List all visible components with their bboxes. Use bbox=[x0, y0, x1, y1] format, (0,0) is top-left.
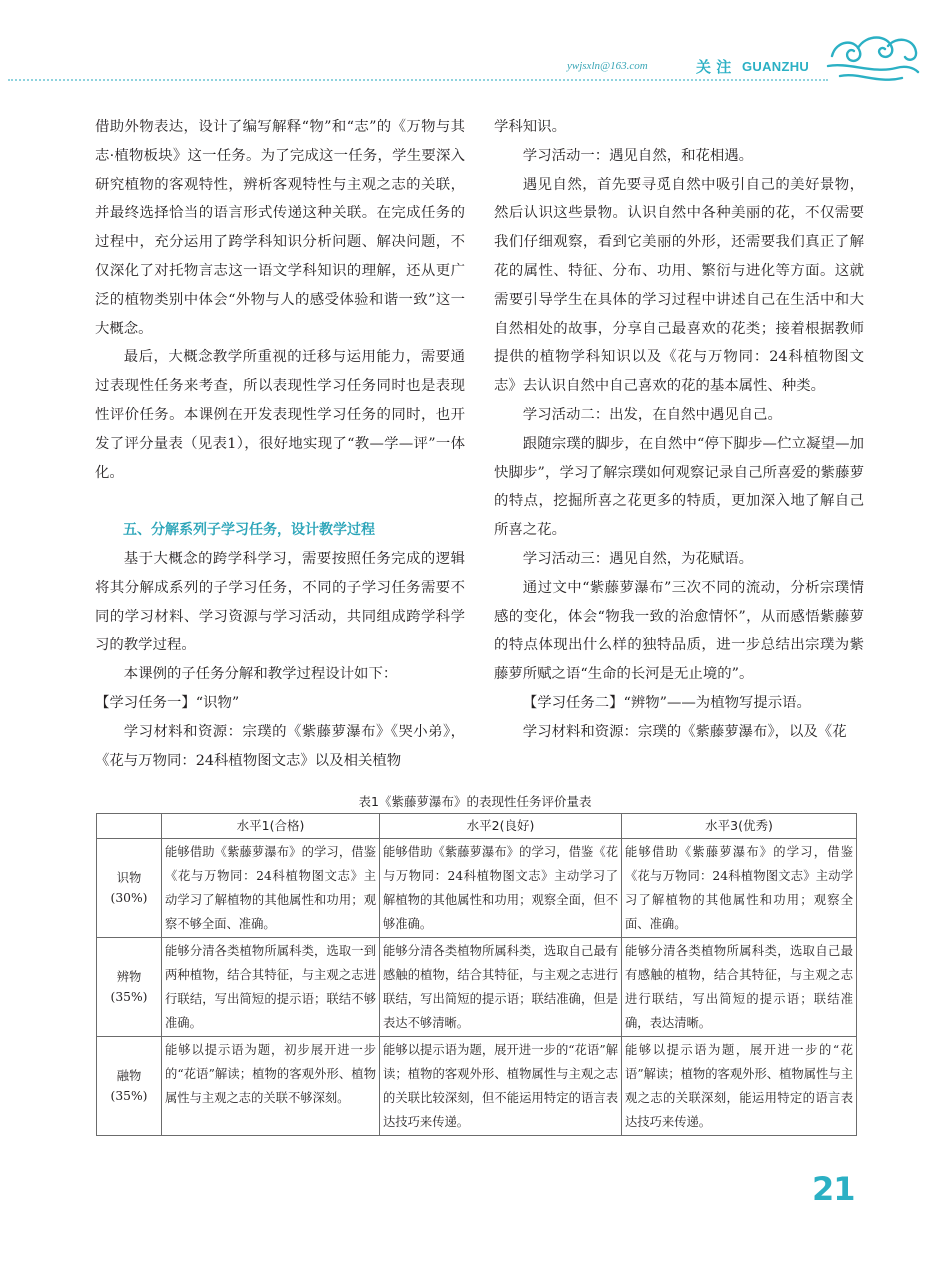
table-cell: 能够借助《紫藤萝瀑布》的学习，借鉴《花与万物同：24科植物图文志》主动学习了解植物的其他属性和功用；观察全面，但不够准确。 bbox=[380, 839, 622, 938]
paragraph: 最后，大概念教学所重视的迁移与运用能力，需要通过表现性任务来考查，所以表现性学习任务同时也是表现性评价任务。本课例在开发表现性学习任务的同时，也开发了评分量表（见表1），很好地实现了“教—学—评”一体化。 bbox=[95, 349, 465, 481]
row-label-weight: (35%) bbox=[110, 1089, 148, 1103]
table-row bbox=[97, 839, 857, 938]
paragraph: 借助外物表达，设计了编写解释“物”和“志”的《万物与其志·植物板块》这一任务。为了完成这一任务，学生要深入研究植物的客观特性，辨析客观特性与主观之志的关联，并最终选择恰当的语言形式传递这种关联。在完成任务的过程中，充分运用了跨学科知识分析问题、解决问题，不仅深化了对托物言志这一语文学科知识的理解，还从更广泛的植物类别中体会“外物与人的感受体验和谐一致”这一大概念。 bbox=[95, 119, 465, 337]
table-row bbox=[97, 1037, 857, 1136]
table-header-cell bbox=[97, 814, 162, 839]
paragraph: 本课例的子任务分解和教学过程设计如下： bbox=[123, 666, 398, 683]
paragraph: 学习材料和资源：宗璞的《紫藤萝瀑布》《哭小弟》，《花与万物同：24科植物图文志》以及相关植物 bbox=[95, 723, 465, 769]
section-heading: 五、分解系列子学习任务，设计教学过程 bbox=[123, 522, 375, 539]
header-section-en: GUANZHU bbox=[742, 59, 810, 74]
page-number: 21 bbox=[812, 1170, 855, 1208]
left-column bbox=[95, 113, 465, 775]
table-cell: 能够分清各类植物所属科类，选取一到两种植物，结合其特征，与主观之志进行联结，写出简短的提示语；联结不够准确。 bbox=[162, 938, 380, 1037]
row-label-weight: (35%) bbox=[110, 990, 148, 1004]
paragraph: 通过文中“紫藤萝瀑布”三次不同的流动，分析宗璞情感的变化，体会“物我一致的治愈情怀”，从而感悟紫藤萝的特点体现出什么样的独特品质，进一步总结出宗璞为紫藤萝所赋之语“生命的长河是无止境的”。 bbox=[494, 579, 864, 683]
table-cell: 能够以提示语为题，展开进一步的“花语”解读；植物的客观外形、植物属性与主观之志的关联比较深刻，但不能运用特定的语言表达技巧来传递。 bbox=[380, 1037, 622, 1136]
table-cell: 能够借助《紫藤萝瀑布》的学习，借鉴《花与万物同：24科植物图文志》主动学习了解植物的其他属性和功用；观察不够全面、准确。 bbox=[162, 839, 380, 938]
paragraph: 学科知识。 bbox=[494, 119, 566, 135]
row-label bbox=[97, 839, 162, 938]
row-label-name: 识物 bbox=[116, 871, 142, 885]
paragraph: 学习材料和资源：宗璞的《紫藤萝瀑布》，以及《花 bbox=[522, 723, 847, 740]
table-caption: 表1《紫藤萝瀑布》的表现性任务评价量表 bbox=[358, 794, 592, 809]
cloud-swirl-logo-icon bbox=[822, 28, 922, 92]
page-header bbox=[0, 40, 950, 100]
table-cell: 能够以提示语为题，展开进一步的“花语”解读；植物的客观外形、植物属性与主观之志的关联深刻，能运用特定的语言表达技巧来传递。 bbox=[622, 1037, 857, 1136]
evaluation-table bbox=[96, 813, 857, 1136]
row-label bbox=[97, 1037, 162, 1136]
table-header-cell: 水平1(合格) bbox=[162, 814, 380, 839]
paragraph: 跟随宗璞的脚步，在自然中“停下脚步—伫立凝望—加快脚步”，学习了解宗璞如何观察记录自己所喜爱的紫藤萝的特点，挖掘所喜之花更多的特质，更加深入地了解自己所喜之花。 bbox=[494, 435, 864, 539]
row-label-weight: (30%) bbox=[110, 891, 148, 905]
table-cell: 能够分清各类植物所属科类，选取自己最有感触的植物，结合其特征，与主观之志进行联结，写出简短的提示语；联结准确，但是表达不够清晰。 bbox=[380, 938, 622, 1037]
paragraph: 基于大概念的跨学科学习，需要按照任务完成的逻辑将其分解成系列的子学习任务，不同的子学习任务需要不同的学习材料、学习资源与学习活动，共同组成跨学科学习的教学过程。 bbox=[95, 550, 465, 654]
header-email[interactable]: ywjsxln@163.com bbox=[567, 60, 648, 72]
table-header-cell: 水平2(良好) bbox=[380, 814, 622, 839]
paragraph: 【学习任务二】“辨物”——为植物写提示语。 bbox=[522, 694, 811, 711]
row-label-name: 辨物 bbox=[116, 970, 142, 984]
table-header-cell: 水平3(优秀) bbox=[622, 814, 857, 839]
header-section-title: 关 注 bbox=[696, 58, 732, 76]
paragraph: 学习活动一：遇见自然，和花相遇。 bbox=[522, 147, 754, 164]
table-cell: 能够以提示语为题，初步展开进一步的“花语”解读；植物的客观外形、植物属性与主观之志的关联不够深刻。 bbox=[162, 1037, 380, 1136]
paragraph: 学习活动二：出发，在自然中遇见自己。 bbox=[522, 406, 782, 423]
table-cell: 能够分清各类植物所属科类，选取自己最有感触的植物，结合其特征，与主观之志进行联结，写出简短的提示语；联结准确，表达清晰。 bbox=[622, 938, 857, 1037]
row-label-name: 融物 bbox=[116, 1069, 142, 1083]
table-cell: 能够借助《紫藤萝瀑布》的学习，借鉴《花与万物同：24科植物图文志》主动学习了解植物的其他属性和功用；观察全面、准确。 bbox=[622, 839, 857, 938]
paragraph: 【学习任务一】“识物” bbox=[95, 694, 240, 711]
paragraph: 遇见自然，首先要寻觅自然中吸引自己的美好景物，然后认识这些景物。认识自然中各种美丽的花，不仅需要我们仔细观察，看到它美丽的外形，还需要我们真正了解花的属性、特征、分布、功用、繁衍与进化等方面。这就需要引导学生在具体的学习过程中讲述自己在生活中和大自然相处的故事，分享自己最喜欢的花类；接着根据教师提供的植物学科知识以及《花与万物同：24科植物图文志》去认识自然中自己喜欢的花的基本属性、种类。 bbox=[494, 176, 864, 395]
row-label bbox=[97, 938, 162, 1037]
table-row bbox=[97, 938, 857, 1037]
header-divider bbox=[8, 79, 828, 81]
right-column bbox=[494, 113, 864, 747]
table-header-row bbox=[97, 814, 857, 839]
paragraph: 学习活动三：遇见自然，为花赋语。 bbox=[522, 550, 754, 567]
